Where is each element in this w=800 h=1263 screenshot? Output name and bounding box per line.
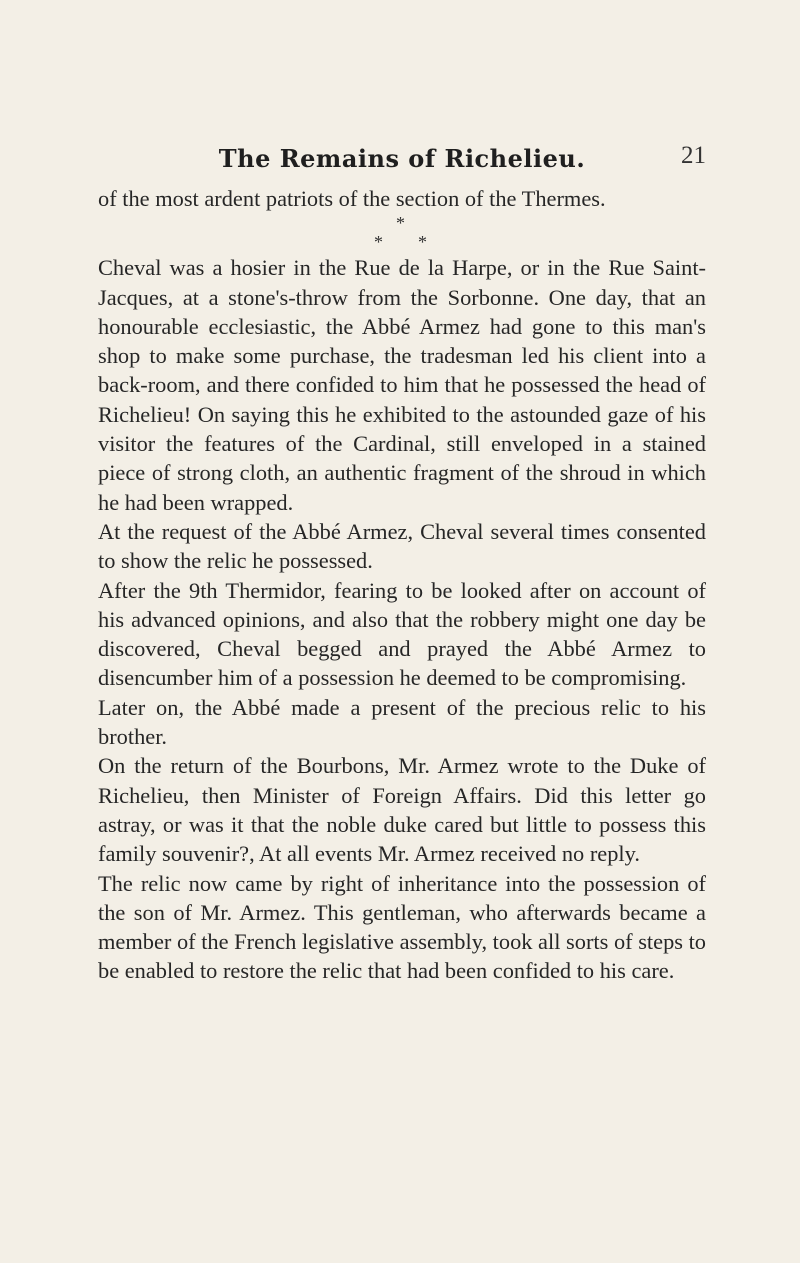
- paragraph-1: of the most ardent patriots of the section of the Thermes.: [98, 186, 606, 211]
- running-head: [98, 140, 706, 180]
- running-title: The Remains of Richelieu.: [218, 144, 586, 173]
- asterisk-left: *: [374, 232, 383, 253]
- section-break-asterism: [98, 213, 706, 253]
- paragraph-6: On the return of the Bourbons, Mr. Armez wrote to the Duke of Richelieu, then Minister of Foreign Affairs. Did this letter go astray, or was it that the noble duke cared but little to possess this family souvenir?, At all events Mr. Armez received no reply.: [98, 753, 706, 867]
- paragraph-3: At the request of the Abbé Armez, Cheval several times consented to show the relic he possessed.: [98, 518, 706, 574]
- paragraph-5: Later on, the Abbé made a present of the precious relic to his brother.: [98, 694, 706, 750]
- page-number: 21: [681, 142, 706, 169]
- body-text: [98, 184, 706, 986]
- paragraph-4: After the 9th Thermidor, fearing to be looked after on account of his advanced opinions, and also that the robbery might one day be discovered, Cheval begged and prayed the Abbé Armez to disencumber him of a possession he deemed to be compromising.: [98, 577, 706, 691]
- paragraph-2: Cheval was a hosier in the Rue de la Harpe, or in the Rue Saint-Jacques, at a stone's-throw from the Sorbonne. One day, that an honourable ecclesiastic, the Abbé Armez had gone to this man's shop to make some purchase, the tradesman led his client into a back-room, and there confided to him that he possessed the head of Richelieu! On saying this he exhibited to the astounded gaze of his visitor the features of the Cardinal, still enveloped in a stained piece of strong cloth, an authentic fragment of the shroud in which he had been wrapped.: [98, 255, 706, 515]
- asterisk-right: *: [418, 232, 427, 253]
- paragraph-7: The relic now came by right of inheritance into the possession of the son of Mr. Armez. This gentleman, who afterwards became a member of the French legislative assembly, took all sorts of steps to be enabled to restore the relic that had been confided to his care.: [98, 870, 706, 984]
- asterisk-top: *: [396, 213, 405, 234]
